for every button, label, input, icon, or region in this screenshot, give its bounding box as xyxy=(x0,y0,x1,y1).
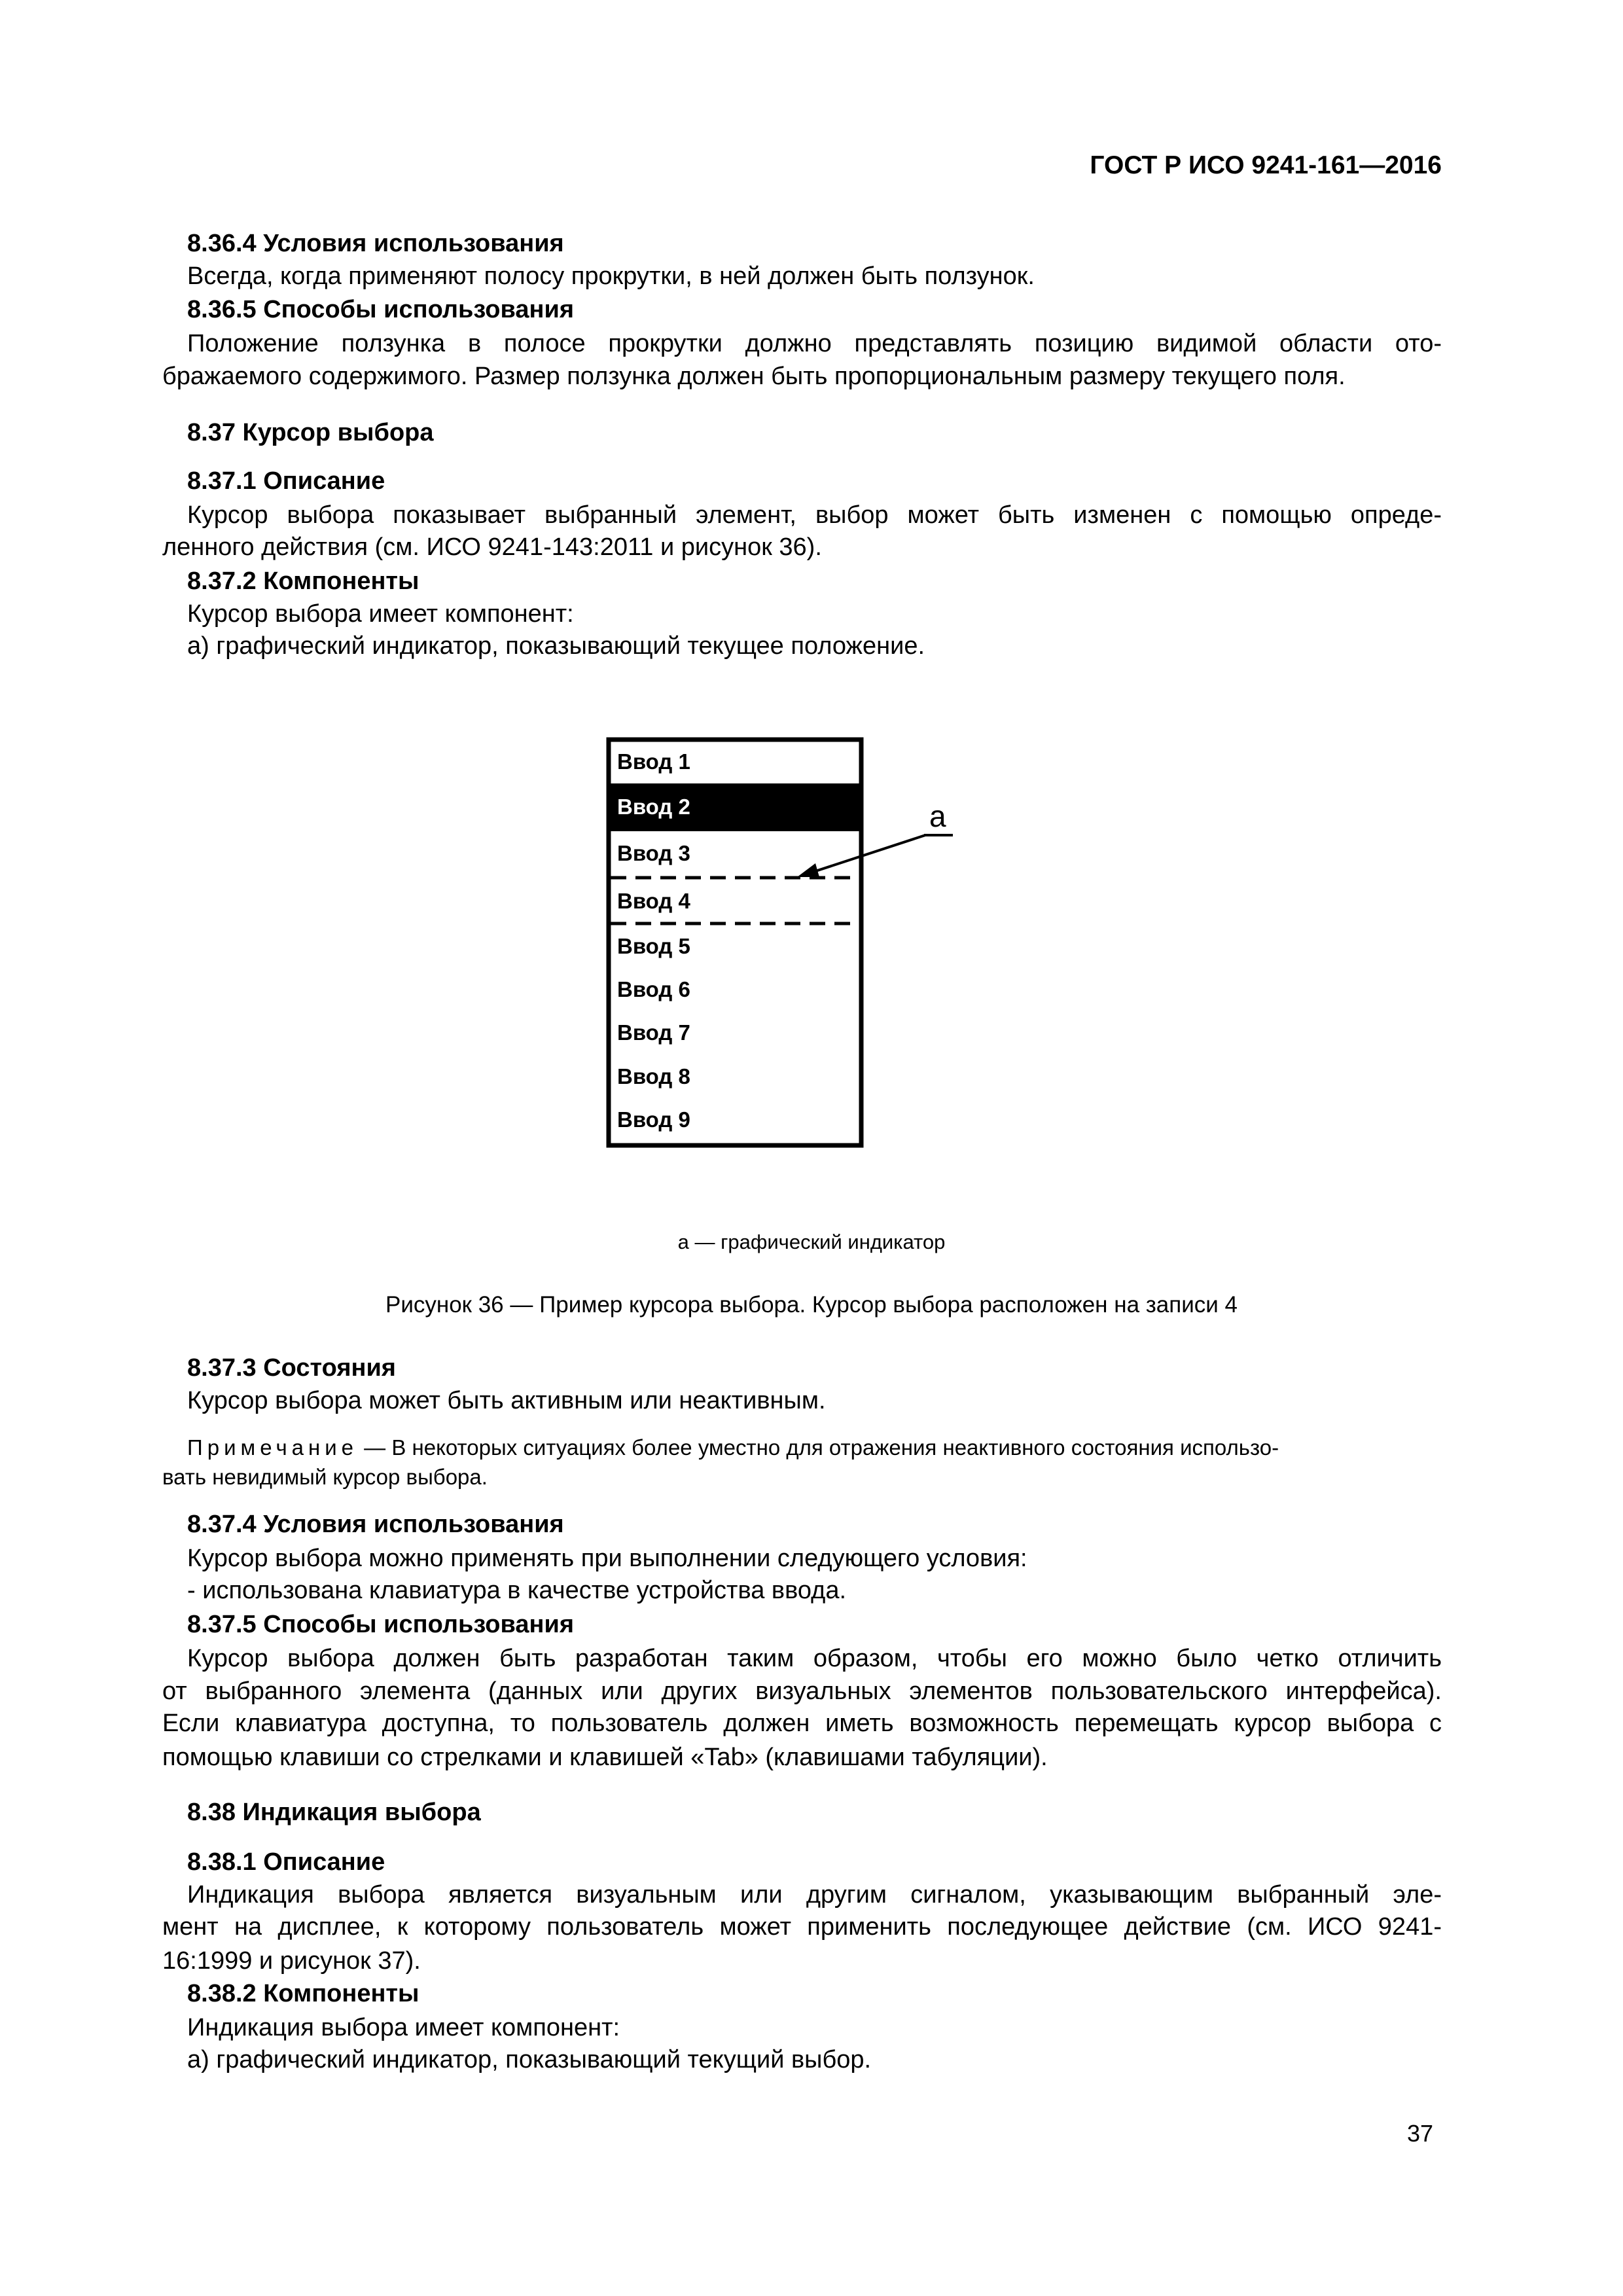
list-row-1: Ввод 1 xyxy=(617,749,690,774)
heading-8-37: 8.37 Курсор выбора xyxy=(187,419,434,446)
list-item: - использована клавиатура в качестве устройства ввода. xyxy=(187,1577,847,1604)
heading-8-36-4: 8.36.4 Условия использования xyxy=(187,230,564,257)
note-label: Примечание xyxy=(187,1435,359,1460)
paragraph-line: Всегда, когда применяют полосу прокрутки, в ней должен быть ползунок. xyxy=(187,262,1035,290)
list-row-8: Ввод 8 xyxy=(617,1064,690,1088)
paragraph-line: Курсор выбора имеет компонент: xyxy=(187,600,574,628)
paragraph-line: 16:1999 и рисунок 37). xyxy=(162,1947,421,1975)
list-item: а) графический индикатор, показывающий текущий выбор. xyxy=(187,2046,872,2073)
list-row-6: Ввод 6 xyxy=(617,977,690,1001)
note-text: — В некоторых ситуациях более уместно для отражения неактивного состояния использо- xyxy=(358,1435,1279,1460)
heading-8-38: 8.38 Индикация выбора xyxy=(187,1799,481,1826)
heading-8-37-5: 8.37.5 Способы использования xyxy=(187,1611,574,1638)
list-row-5: Ввод 5 xyxy=(617,934,690,958)
paragraph-line: Если клавиатура доступна, то пользователь должен иметь возможность перемещать курсор выбора с xyxy=(162,1710,1442,1737)
callout-label: a xyxy=(929,799,946,833)
list-item: а) графический индикатор, показывающий текущее положение. xyxy=(187,632,925,660)
paragraph-line: Курсор выбора показывает выбранный элемент, выбор может быть изменен с помощью опреде- xyxy=(187,501,1442,529)
paragraph-line: от выбранного элемента (данных или других визуальных элементов пользовательского интерфейса). xyxy=(162,1677,1442,1705)
heading-8-36-5: 8.36.5 Способы использования xyxy=(187,296,574,323)
list-row-7: Ввод 7 xyxy=(617,1020,690,1045)
paragraph-line: помощью клавиши со стрелками и клавишей «Tab» (клавишами табуляции). xyxy=(162,1744,1048,1771)
paragraph-line: Курсор выбора можно применять при выполнении следующего условия: xyxy=(187,1545,1027,1572)
paragraph-line: ленного действия (см. ИСО 9241-143:2011 и рисунок 36). xyxy=(162,533,822,561)
document-header: ГОСТ Р ИСО 9241-161—2016 xyxy=(1090,151,1442,179)
paragraph-line: Курсор выбора должен быть разработан таким образом, чтобы его можно было четко отличить xyxy=(187,1645,1442,1672)
figure-caption: Рисунок 36 — Пример курсора выбора. Курсор выбора расположен на записи 4 xyxy=(385,1292,1238,1318)
list-row-2-selected: Ввод 2 xyxy=(617,795,690,819)
paragraph-line: бражаемого содержимого. Размер ползунка должен быть пропорциональным размеру текущего поля. xyxy=(162,363,1346,390)
paragraph-line: Индикация выбора является визуальным или другим сигналом, указывающим выбранный эле- xyxy=(187,1881,1442,1909)
figure-legend: а — графический индикатор xyxy=(677,1230,946,1253)
heading-8-37-1: 8.37.1 Описание xyxy=(187,467,385,495)
paragraph-line: Курсор выбора может быть активным или неактивным. xyxy=(187,1387,826,1414)
paragraph-line: Положение ползунка в полосе прокрутки должно представлять позицию видимой области ото- xyxy=(187,330,1442,357)
heading-8-38-2: 8.38.2 Компоненты xyxy=(187,1980,419,2007)
paragraph-line: мент на дисплее, к которому пользователь может применить последующее действие (см. ИСО 9241- xyxy=(162,1913,1442,1941)
note-line: вать невидимый курсор выбора. xyxy=(162,1465,488,1489)
paragraph-line: Индикация выбора имеет компонент: xyxy=(187,2014,620,2041)
list-row-3: Ввод 3 xyxy=(617,841,690,865)
heading-8-37-4: 8.37.4 Условия использования xyxy=(187,1511,564,1538)
heading-8-38-1: 8.38.1 Описание xyxy=(187,1848,385,1876)
heading-8-37-2: 8.37.2 Компоненты xyxy=(187,567,419,595)
heading-8-37-3: 8.37.3 Состояния xyxy=(187,1354,396,1382)
note-line xyxy=(187,1433,1442,1462)
page-number: 37 xyxy=(1407,2120,1434,2147)
list-row-4-cursor: Ввод 4 xyxy=(617,889,690,913)
list-row-9: Ввод 9 xyxy=(617,1107,690,1132)
